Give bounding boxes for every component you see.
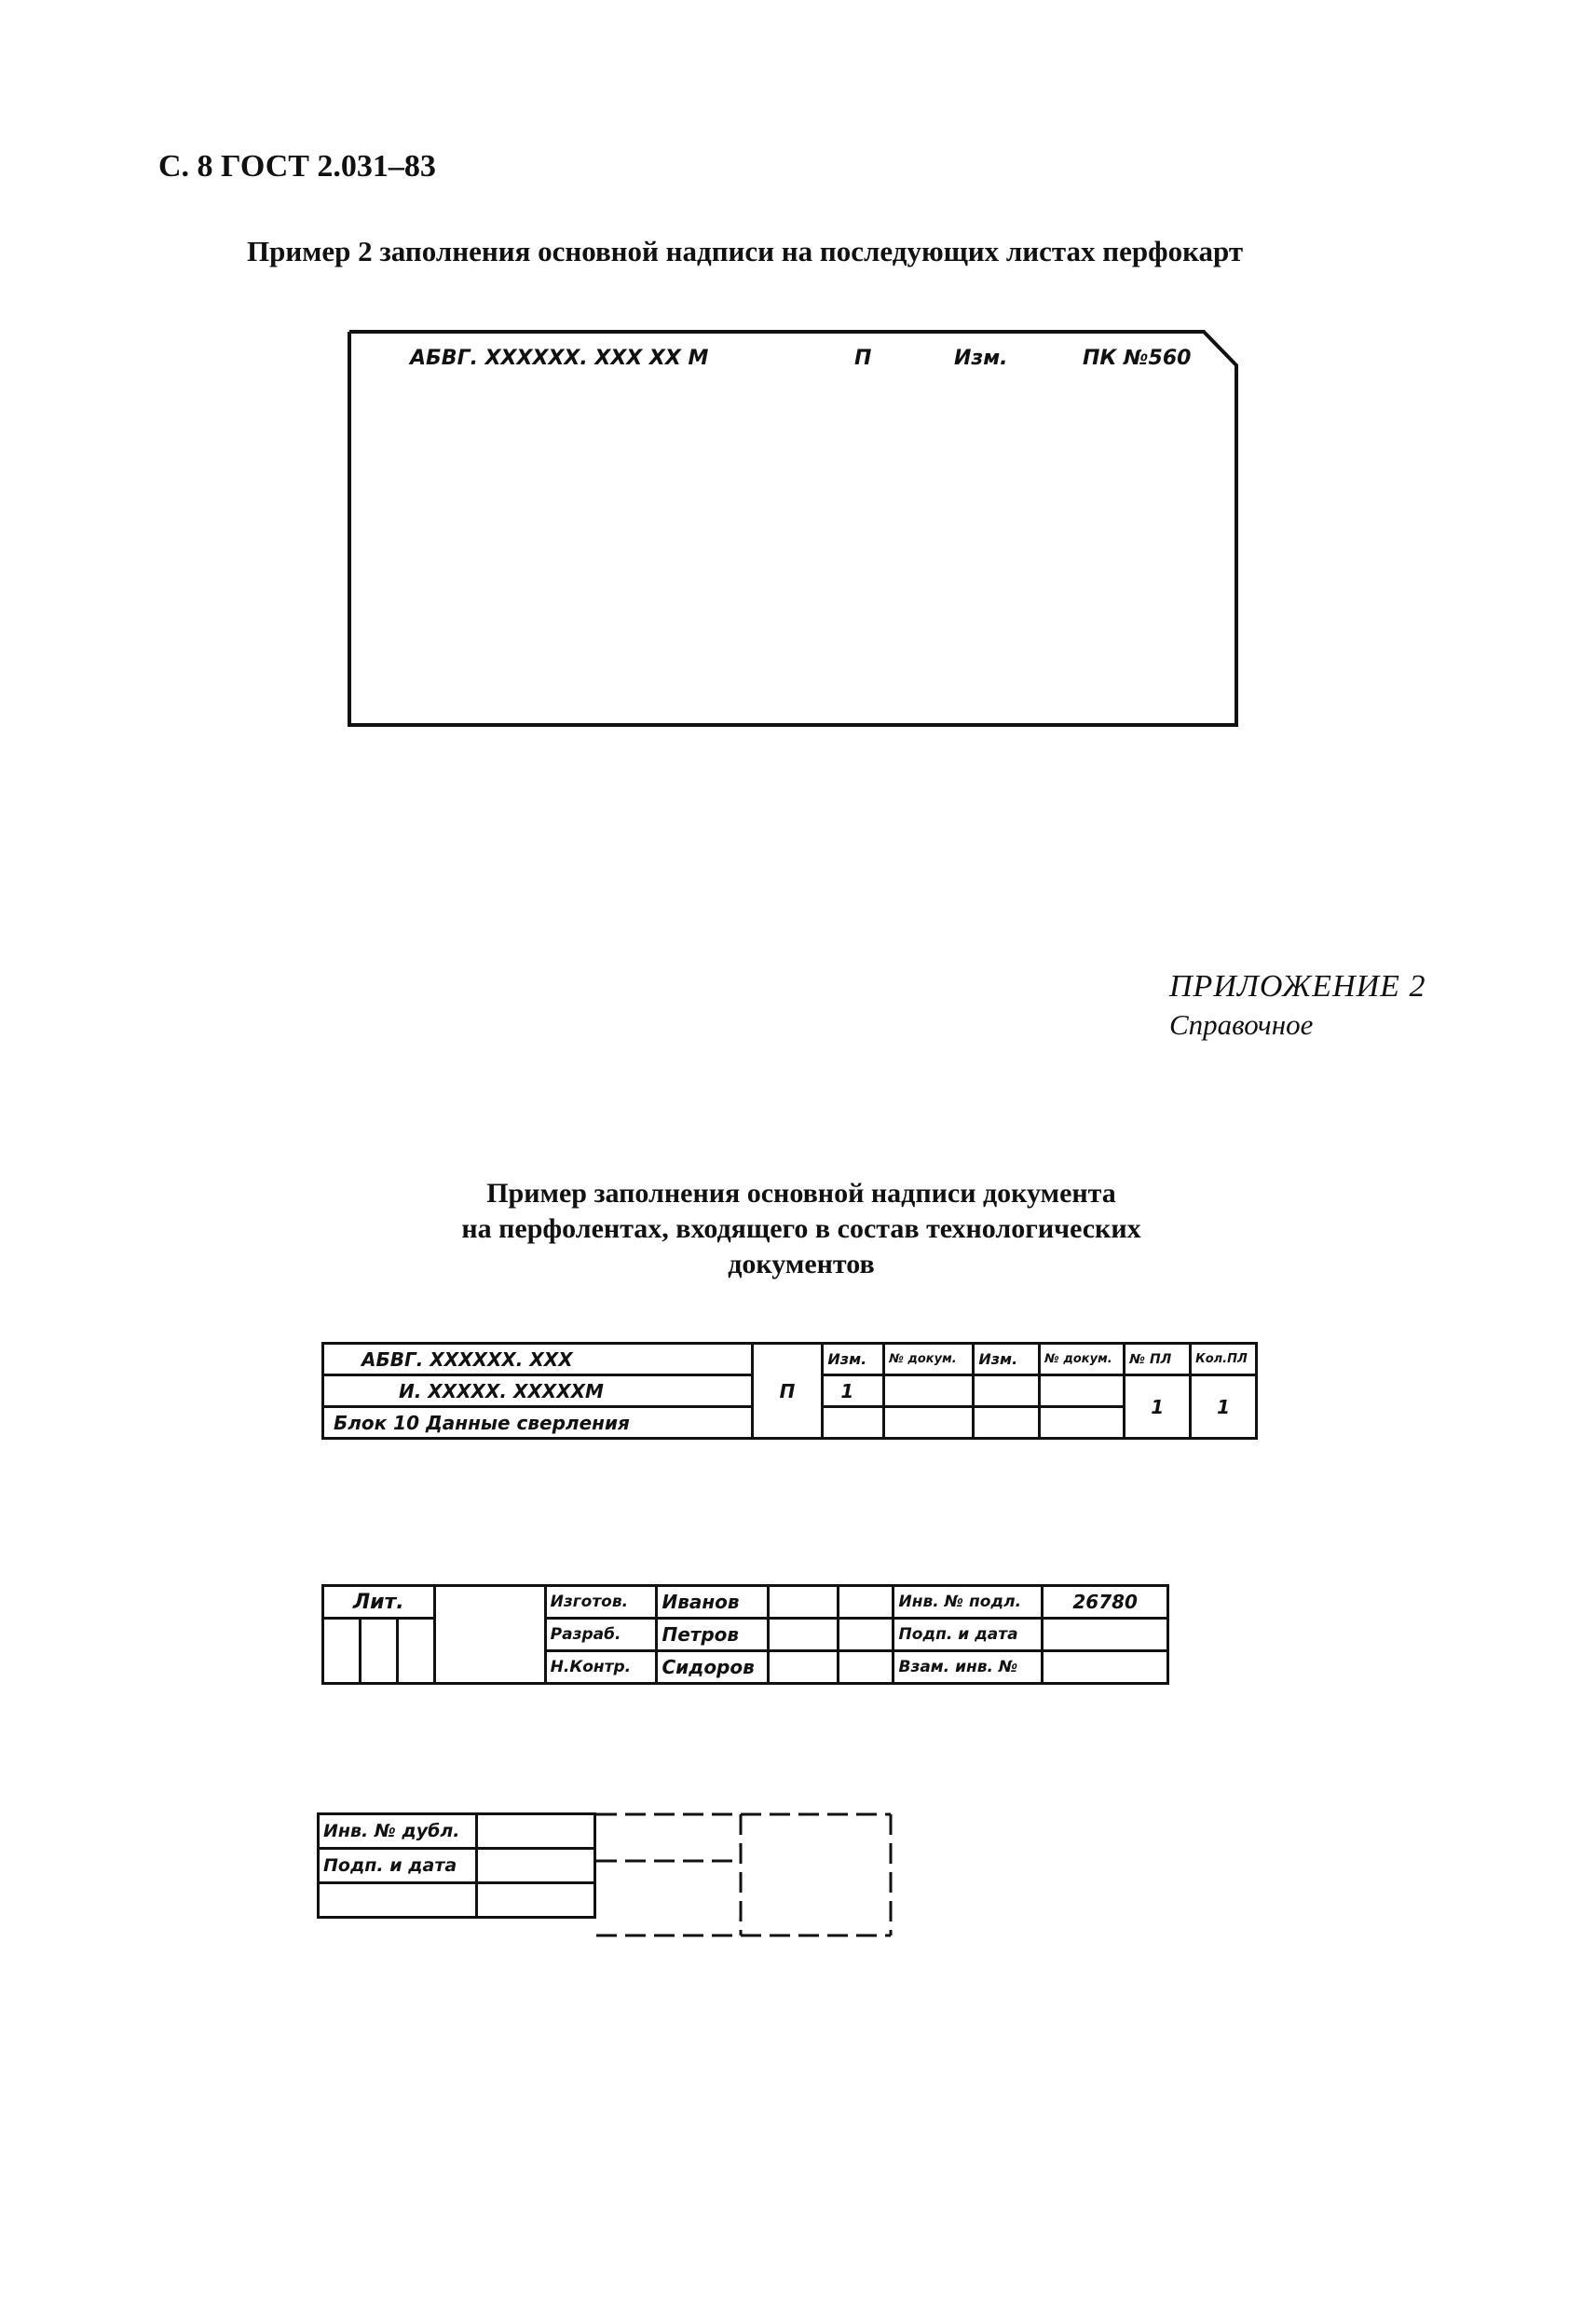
- tape-stamp-table: [321, 1342, 1258, 1440]
- signer-name: Сидоров: [657, 1651, 769, 1684]
- card-designation: АБВГ. XXXXXX. XXX XX M: [410, 347, 709, 370]
- tape-variant: И. XXXXX. XXXXXM: [323, 1375, 753, 1407]
- role-label: Разраб.: [545, 1619, 657, 1651]
- lit-cell: [360, 1619, 397, 1684]
- role-label: Изготов.: [545, 1586, 657, 1619]
- dub-label: [319, 1883, 477, 1918]
- dub-label: Подп. и дата: [319, 1849, 477, 1883]
- empty-cell: [1040, 1407, 1125, 1439]
- right-value: [1043, 1651, 1168, 1684]
- empty-cell: [476, 1814, 594, 1849]
- dub-label: Инв. № дубл.: [319, 1814, 477, 1849]
- empty-cell: [769, 1619, 838, 1651]
- right-label: Подп. и дата: [893, 1619, 1043, 1651]
- value-count: 1: [1191, 1375, 1257, 1439]
- value-doc-2: [1040, 1375, 1125, 1407]
- card-number: ПК №560: [1083, 347, 1192, 370]
- header-izm-2: Изм.: [974, 1344, 1040, 1375]
- empty-cell: [974, 1407, 1040, 1439]
- empty-cell: [838, 1586, 893, 1619]
- empty-cell: [769, 1651, 838, 1684]
- dashed-frame: [596, 1812, 894, 1938]
- empty-cell: [434, 1586, 545, 1684]
- appendix-title: ПРИЛОЖЕНИЕ 2: [1169, 969, 1426, 1004]
- inventory-number: 26780: [1043, 1586, 1168, 1619]
- signer-name: Петров: [657, 1619, 769, 1651]
- right-value: [1043, 1619, 1168, 1651]
- punch-card: [347, 326, 1241, 732]
- tape-block-name: Блок 10 Данные сверления: [323, 1407, 753, 1439]
- lit-cell: [323, 1619, 361, 1684]
- header-izm-1: Изм.: [823, 1344, 884, 1375]
- value-sheet: 1: [1125, 1375, 1191, 1439]
- empty-cell: [884, 1407, 974, 1439]
- empty-cell: [769, 1586, 838, 1619]
- header-doc-2: № докум.: [1040, 1344, 1125, 1375]
- value-doc-1: [884, 1375, 974, 1407]
- lit-signature-table: [321, 1584, 1169, 1685]
- right-label: Взам. инв. №: [893, 1651, 1043, 1684]
- lit-label: Лит.: [323, 1586, 435, 1619]
- example-heading: [373, 1176, 1230, 1282]
- tape-code: П: [752, 1344, 823, 1439]
- empty-cell: [476, 1849, 594, 1883]
- empty-cell: [838, 1651, 893, 1684]
- card-change: Изм.: [954, 347, 1008, 370]
- appendix-subtitle: Справочное: [1169, 1008, 1314, 1041]
- header-doc-1: № докум.: [884, 1344, 974, 1375]
- duplicate-inventory-table: [317, 1812, 596, 1919]
- header-count: Кол.ПЛ: [1191, 1344, 1257, 1375]
- value-izm-1: 1: [823, 1375, 884, 1407]
- card-code: П: [854, 347, 872, 370]
- punch-card-outline: [347, 326, 1241, 732]
- heading-line: Пример заполнения основной надписи документа: [486, 1178, 1116, 1209]
- value-izm-2: [974, 1375, 1040, 1407]
- signer-name: Иванов: [657, 1586, 769, 1619]
- role-label: Н.Контр.: [545, 1651, 657, 1684]
- page-header: С. 8 ГОСТ 2.031–83: [158, 149, 436, 184]
- tape-designation: АБВГ. XXXXXX. XXX: [323, 1344, 753, 1375]
- heading-line: документов: [728, 1249, 875, 1279]
- right-label: Инв. № подл.: [893, 1586, 1043, 1619]
- header-sheet: № ПЛ: [1125, 1344, 1191, 1375]
- empty-cell: [823, 1407, 884, 1439]
- lit-cell: [397, 1619, 434, 1684]
- empty-cell: [476, 1883, 594, 1918]
- empty-cell: [838, 1619, 893, 1651]
- example2-title: Пример 2 заполнения основной надписи на последующих листах перфокарт: [247, 235, 1244, 267]
- heading-line: на перфолентах, входящего в состав технологических: [461, 1213, 1141, 1244]
